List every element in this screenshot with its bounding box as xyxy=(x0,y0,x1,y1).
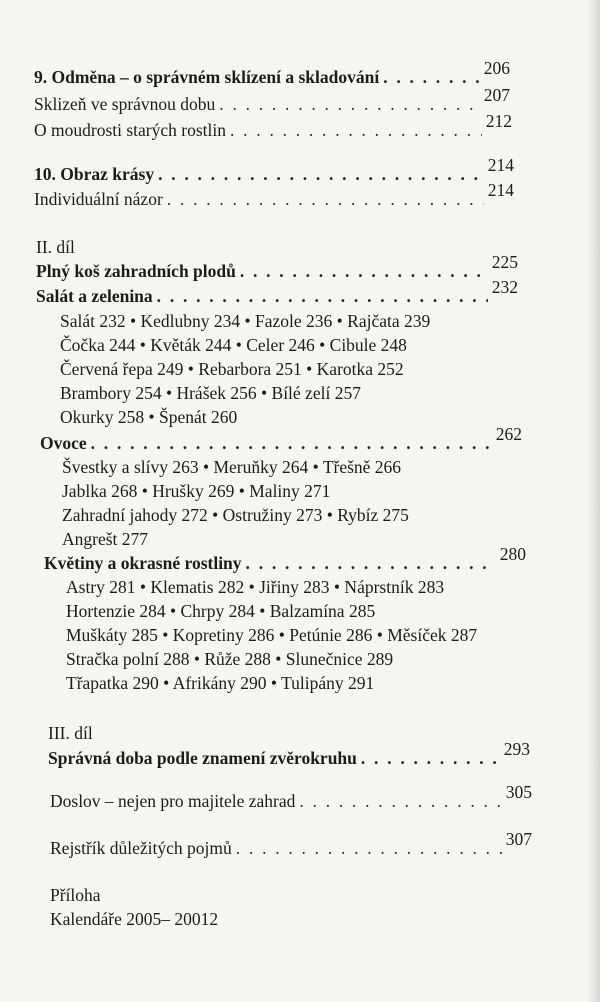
entry-page: 206 xyxy=(483,58,510,78)
dot-leader xyxy=(383,66,480,88)
toc-entry-ovoce[interactable] xyxy=(40,424,522,454)
entry-title: Doslov – nejen pro majitele zahrad xyxy=(50,791,296,811)
subentry-line: Třapatka 290 • Afrikány 290 • Tulipány 291 xyxy=(66,673,375,693)
entry-title: 10. Obraz krásy xyxy=(34,164,155,184)
appendix-entry: Kalendáře 2005– 20012 xyxy=(50,909,219,929)
toc-entry-ch9[interactable] xyxy=(34,58,510,88)
toc-entry-zverokruh[interactable] xyxy=(48,739,530,769)
dot-leader xyxy=(299,790,501,812)
dot-leader xyxy=(230,119,482,141)
part-heading-2: II. díl xyxy=(36,237,75,257)
part-heading-3: III. díl xyxy=(48,723,93,743)
dot-leader xyxy=(361,747,500,769)
dot-leader xyxy=(157,285,488,307)
toc-entry-ch9-2[interactable] xyxy=(34,111,512,141)
entry-page: 232 xyxy=(491,277,518,297)
subentry-line: Astry 281 • Klematis 282 • Jiřiny 283 • Náprstník 283 xyxy=(66,577,445,597)
entry-page: 262 xyxy=(495,424,522,444)
entry-title: Ovoce xyxy=(40,433,87,453)
entry-title: Správná doba podle znamení zvěrokruhu xyxy=(48,748,357,768)
toc-entry-kvetiny[interactable] xyxy=(44,544,526,574)
dot-leader xyxy=(246,552,496,574)
subentry-line: Salát 232 • Kedlubny 234 • Fazole 236 • Rajčata 239 xyxy=(60,311,431,331)
toc-entry-rejstrik[interactable] xyxy=(50,829,532,859)
subentry-line: Hortenzie 284 • Chrpy 284 • Balzamína 285 xyxy=(66,601,376,621)
subentry-line: Červená řepa 249 • Rebarbora 251 • Karotka 252 xyxy=(60,359,404,379)
toc-entry-kos[interactable] xyxy=(36,252,518,282)
subentry-line: Angrešt 277 xyxy=(62,529,149,549)
subentry-line: Muškáty 285 • Kopretiny 286 • Petúnie 286 • Měsíček 287 xyxy=(66,625,478,645)
entry-page: 293 xyxy=(503,739,530,759)
subentry-line: Zahradní jahody 272 • Ostružiny 273 • Rybíz 275 xyxy=(62,505,409,525)
entry-page: 214 xyxy=(487,180,514,200)
toc-entry-ch9-1[interactable] xyxy=(34,85,510,115)
subentry-line: Brambory 254 • Hrášek 256 • Bílé zelí 257 xyxy=(60,383,361,403)
entry-page: 207 xyxy=(483,85,510,105)
appendix-heading: Příloha xyxy=(50,885,101,905)
entry-page: 307 xyxy=(505,829,532,849)
entry-title: 9. Odměna – o správném sklízení a skladování xyxy=(34,67,380,87)
dot-leader xyxy=(158,163,484,185)
dot-leader xyxy=(219,93,479,115)
toc-entry-salat[interactable] xyxy=(36,277,518,307)
subentry-line: Okurky 258 • Špenát 260 xyxy=(60,407,238,427)
subentry-line: Jablka 268 • Hrušky 269 • Maliny 271 xyxy=(62,481,331,501)
entry-title: Rejstřík důležitých pojmů xyxy=(50,838,232,858)
subentry-line: Stračka polní 288 • Růže 288 • Slunečnice 289 xyxy=(66,649,394,669)
entry-page: 225 xyxy=(491,252,518,272)
page-edge-shadow xyxy=(586,0,600,1002)
entry-page: 212 xyxy=(485,111,512,131)
toc-entry-ch10[interactable] xyxy=(34,155,514,185)
entry-title: Individuální názor xyxy=(34,189,163,209)
dot-leader xyxy=(91,432,492,454)
dot-leader xyxy=(236,837,502,859)
entry-page: 280 xyxy=(499,544,526,564)
entry-title: Květiny a okrasné rostliny xyxy=(44,553,242,573)
dot-leader xyxy=(167,188,484,210)
entry-title: Salát a zelenina xyxy=(36,286,153,306)
entry-title: Sklizeň ve správnou dobu xyxy=(34,94,216,114)
entry-page: 305 xyxy=(505,782,532,802)
toc-entry-ch10-1[interactable] xyxy=(34,180,514,210)
toc-entry-doslov[interactable] xyxy=(50,782,532,812)
dot-leader xyxy=(240,260,488,282)
entry-title: Plný koš zahradních plodů xyxy=(36,261,236,281)
subentry-line: Čočka 244 • Květák 244 • Celer 246 • Cibule 248 xyxy=(60,335,407,355)
entry-page: 214 xyxy=(487,155,514,175)
entry-title: O moudrosti starých rostlin xyxy=(34,120,226,140)
subentry-line: Švestky a slívy 263 • Meruňky 264 • Třešně 266 xyxy=(62,457,402,477)
